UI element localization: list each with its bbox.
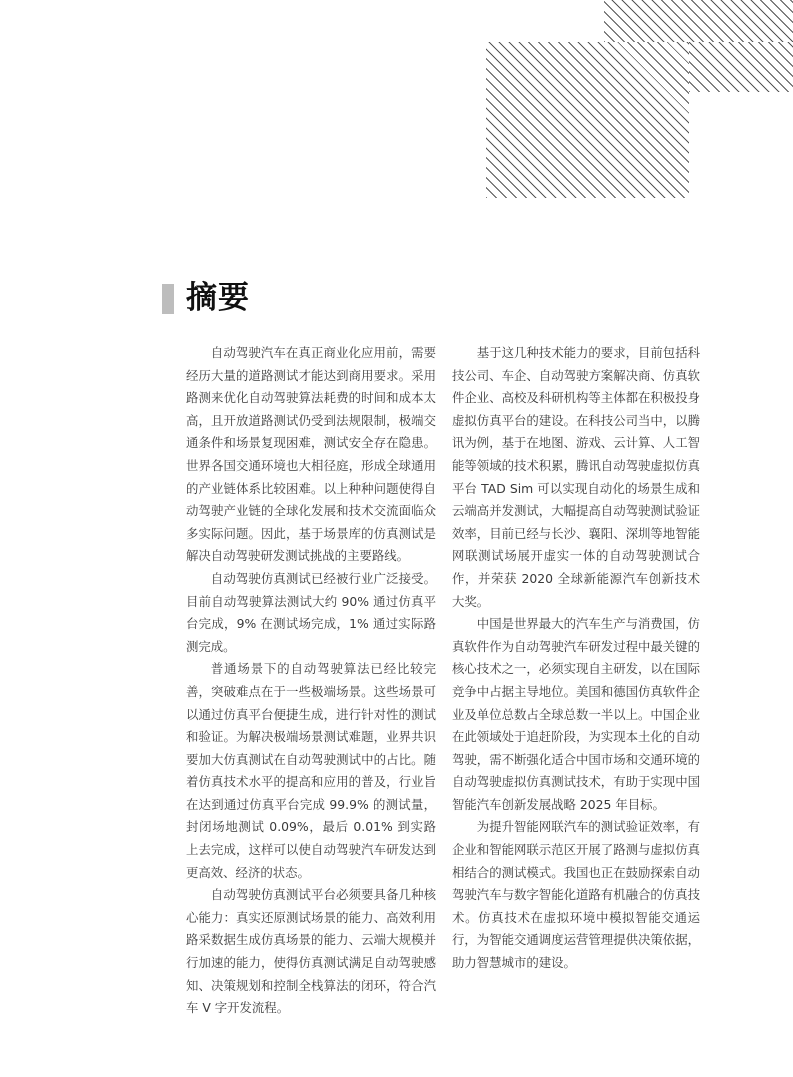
paragraph: 自动驾驶仿真测试平台必须要具备几种核心能力：真实还原测试场景的能力、高效利用路采数据生成仿真场景的能力、云端大规模并行加速的能力，使得仿真测试满足自动驾驶感知、决策规划和控制全栈算法的闭环，符合汽车 V 字开发流程。 [186,887,436,1016]
decorative-hatch-right [689,42,793,92]
paragraph: 自动驾驶仿真测试已经被行业广泛接受。目前自动驾驶算法测试大约 90% 通过仿真平台完成，9% 在测试场完成，1% 通过实际路测完成。 [186,570,436,654]
decorative-hatch-main [486,42,689,198]
right-column [452,342,700,975]
title-accent-bar [162,284,174,314]
paragraph: 为提升智能网联汽车的测试验证效率，有企业和智能网联示范区开展了路测与虚拟仿真相结合的测试模式。我国也正在鼓励探索自动驾驶汽车与数字智能化道路有机融合的仿真技术。仿真技术在虚拟环境中模拟智能交通运行，为智能交通调度运营管理提供决策依据，助力智慧城市的建设。 [452,819,700,971]
left-column [186,342,436,1020]
paragraph: 基于这几种技术能力的要求，目前包括科技公司、车企、自动驾驶方案解决商、仿真软件企业、高校及科研机构等主体都在积极投身虚拟仿真平台的建设。在科技公司当中，以腾讯为例，基于在地图、游戏、云计算、人工智能等领域的技术积累，腾讯自动驾驶虚拟仿真平台 TAD Sim 可以实现自动化的场景生成和云端高并发测试，大幅提高自动驾驶测试验证效率，目前已经与长沙、襄阳、深圳等地智能网联测试场展开虚实一体的自动驾驶测试合作，并荣获 2020 全球新能源汽车创新技术大奖。 [452,345,700,609]
decorative-hatch-top [604,0,793,42]
paragraph: 中国是世界最大的汽车生产与消费国，仿真软件作为自动驾驶汽车研发过程中最关键的核心技术之一，必须实现自主研发，以在国际竞争中占据主导地位。美国和德国仿真软件企业及单位总数占全球总数一半以上。中国企业在此领域处于追赶阶段，为实现本土化的自动驾驶，需不断强化适合中国市场和交通环境的自动驾驶虚拟仿真测试技术，有助于实现中国智能汽车创新发展战略 2025 年目标。 [452,616,700,812]
page-title: 摘要 [186,280,250,316]
paragraph: 普通场景下的自动驾驶算法已经比较完善，突破难点在于一些极端场景。这些场景可以通过仿真平台便捷生成，进行针对性的测试和验证。为解决极端场景测试难题，业界共识要加大仿真测试在自动驾驶测试中的占比。随着仿真技术水平的提高和应用的普及，行业旨在达到通过仿真平台完成 99.9% 的测试量，封闭场地测试 0.09%，最后 0.01% 到实路上去完成，这样可以使自动驾驶汽车研发达到更高效、经济的状态。 [186,661,436,880]
paragraph: 自动驾驶汽车在真正商业化应用前，需要经历大量的道路测试才能达到商用要求。采用路测来优化自动驾驶算法耗费的时间和成本太高，且开放道路测试仍受到法规限制，极端交通条件和场景复现困难，测试安全存在隐患。世界各国交通环境也大相径庭，形成全球通用的产业链体系比较困难。以上种种问题使得自动驾驶产业链的全球化发展和技术交流面临众多实际问题。因此，基于场景库的仿真测试是解决自动驾驶研发测试挑战的主要路线。 [186,345,436,564]
